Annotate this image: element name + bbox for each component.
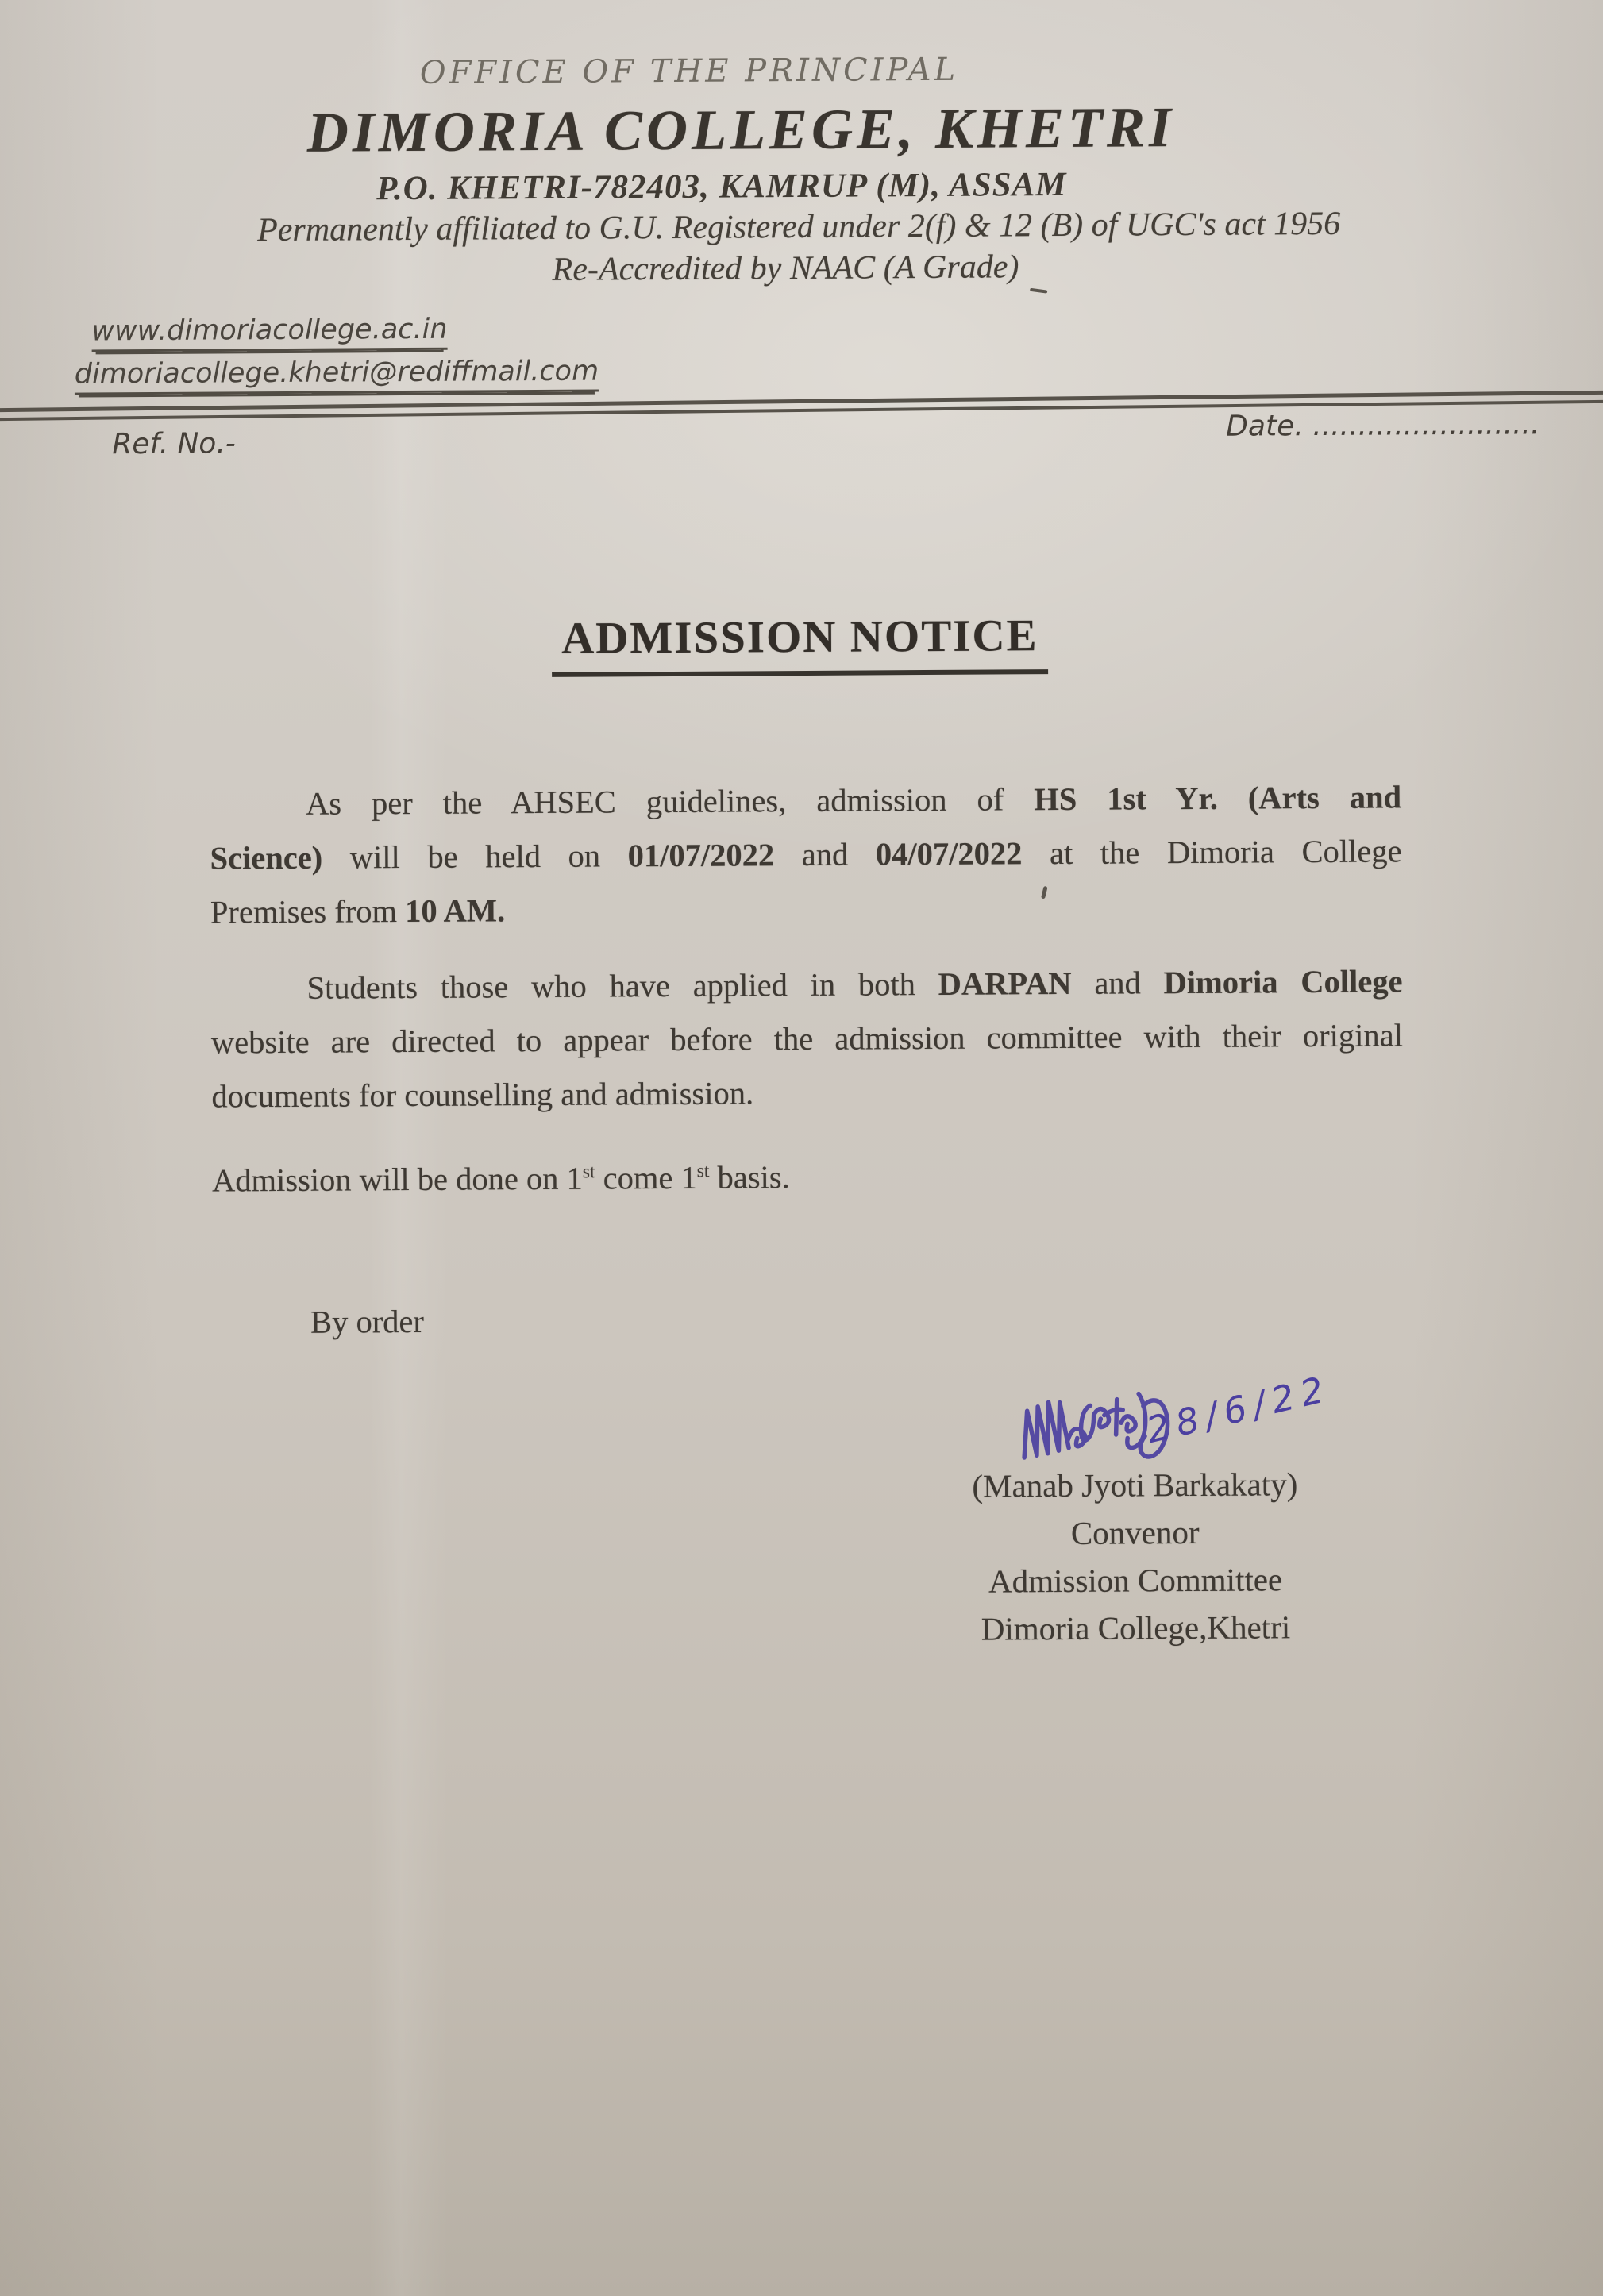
notice-title-row [0, 607, 1601, 680]
email-address: dimoriacollege.khetri@rediffmail.com [75, 356, 599, 395]
paragraph-2 [210, 954, 1403, 1123]
scan-artifact-mark [1030, 288, 1047, 294]
paragraph-1-line-1: As per the AHSEC guidelines, admission of HS 1st Yr. (Arts and [305, 779, 1402, 822]
office-line: OFFICE OF THE PRINCIPAL [419, 51, 959, 91]
paragraph-2-line-3: documents for counselling and admission. [211, 1075, 754, 1115]
notice-title: ADMISSION NOTICE [552, 610, 1048, 677]
signature-handwritten-date: 28/6/22 [1142, 1367, 1335, 1452]
date-label: Date. ......................... [1226, 408, 1540, 443]
paragraph-1 [210, 770, 1402, 939]
paragraph-1-line-2: Science) will be held on 01/07/2022 and 04/07/2022 at the Dimoria College [210, 833, 1402, 876]
signer-college: Dimoria College,Khetri [981, 1608, 1291, 1647]
by-order-line: By order [310, 1303, 425, 1340]
paragraph-1-line-3: Premises from 10 AM. [210, 892, 506, 930]
paragraph-2-line-2: website are directed to appear before the admission committee with their original [210, 1017, 1404, 1061]
signer-name: (Manab Jyoti Barkakaty) [972, 1466, 1298, 1504]
address-line: P.O. KHETRI-782403, KAMRUP (M), ASSAM [376, 165, 1067, 208]
affiliation-line: Permanently affiliated to G.U. Registered under 2(f) & 12 (B) of UGC's act 1956 [257, 205, 1341, 249]
paragraph-3-line-1: Admission will be done on 1st come 1st basis. [211, 1159, 790, 1199]
paragraph-2-line-1: Students those who have applied in both DARPAN and Dimoria College [306, 963, 1403, 1006]
signer-role: Convenor [1070, 1513, 1200, 1551]
ref-no-label: Ref. No.- [112, 427, 236, 461]
signature-block [854, 1459, 1416, 1653]
college-name: DIMORIA COLLEGE, KHETRI [306, 95, 1176, 164]
accreditation-line: Re-Accredited by NAAC (A Grade) [552, 248, 1019, 288]
paragraph-3 [212, 1146, 1404, 1208]
website-url: www.dimoriacollege.ac.in [91, 314, 447, 352]
signer-committee: Admission Committee [988, 1561, 1283, 1600]
